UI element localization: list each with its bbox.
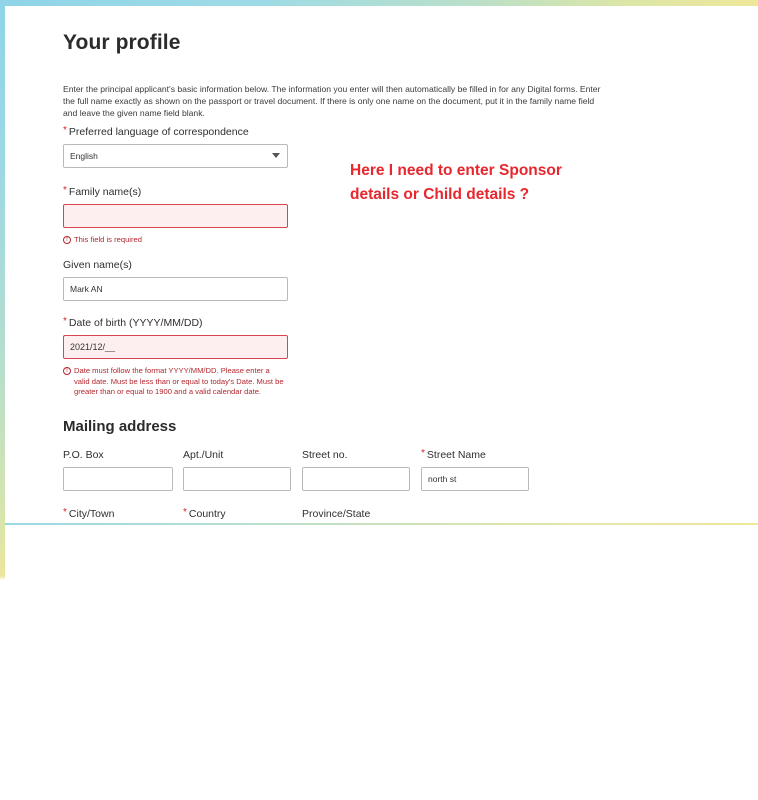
- city-town-label: [63, 508, 173, 520]
- date-of-birth-label: [63, 317, 288, 329]
- required-asterisk-icon: *: [63, 125, 67, 136]
- street-no-label: [302, 449, 410, 461]
- field-preferred-language: [63, 126, 288, 168]
- city-town-label-text: City/Town: [68, 508, 115, 520]
- given-name-label: [63, 259, 288, 271]
- street-no-label-text: Street no.: [302, 449, 348, 461]
- field-street-name: [421, 449, 529, 491]
- field-street-no: [302, 449, 410, 491]
- field-city-town: [63, 508, 173, 523]
- mailing-address-heading: Mailing address: [63, 418, 177, 435]
- preferred-language-label: [63, 126, 288, 138]
- country-label: [183, 508, 291, 520]
- po-box-label: [63, 449, 173, 461]
- province-state-label: [302, 508, 410, 520]
- field-date-of-birth: [63, 317, 288, 398]
- apt-unit-input[interactable]: [183, 467, 291, 491]
- required-asterisk-icon: *: [63, 507, 67, 518]
- apt-unit-label-text: Apt./Unit: [183, 449, 224, 461]
- form-content-area: [0, 6, 758, 523]
- family-name-label: [63, 186, 288, 198]
- decorative-bottom-gradient-line: [5, 523, 758, 525]
- error-icon: [63, 236, 71, 244]
- apt-unit-label: [183, 449, 291, 461]
- given-name-label-text: Given name(s): [63, 259, 132, 271]
- po-box-input[interactable]: [63, 467, 173, 491]
- country-label-text: Country: [188, 508, 226, 520]
- field-apt-unit: [183, 449, 291, 491]
- street-name-label-text: Street Name: [426, 449, 486, 461]
- family-name-error-text: This field is required: [74, 235, 142, 244]
- user-annotation-text: Here I need to enter Sponsor details or Child details ?: [350, 162, 562, 203]
- street-name-input[interactable]: [421, 467, 529, 491]
- po-box-label-text: P.O. Box: [63, 449, 104, 461]
- family-name-input[interactable]: [63, 204, 288, 228]
- date-of-birth-label-text: Date of birth (YYYY/MM/DD): [68, 317, 203, 329]
- intro-paragraph: Enter the principal applicant's basic information below. The information you enter will then automatically be filled in for any Digital forms. Enter the full name exactly as shown on the passport or travel document. If there is only one name on the document, put it in the family name field and leave the given name field blank.: [63, 83, 601, 119]
- field-country: [183, 508, 291, 523]
- preferred-language-select[interactable]: [63, 144, 288, 168]
- field-family-name: [63, 186, 288, 246]
- date-of-birth-error-message: [63, 366, 285, 398]
- given-name-input[interactable]: [63, 277, 288, 301]
- field-province-state: [302, 508, 410, 523]
- family-name-error-message: [63, 235, 288, 246]
- required-asterisk-icon: *: [183, 507, 187, 518]
- required-asterisk-icon: *: [63, 185, 67, 196]
- province-state-label-text: Province/State: [302, 508, 371, 520]
- street-no-input[interactable]: [302, 467, 410, 491]
- family-name-label-text: Family name(s): [68, 186, 142, 198]
- date-of-birth-error-text: Date must follow the format YYYY/MM/DD. Please enter a valid date. Must be less than or equal to today's Date. Must be greater than or equal to 1900 and a valid calendar date.: [74, 366, 284, 396]
- field-given-name: [63, 259, 288, 301]
- preferred-language-label-text: Preferred language of correspondence: [68, 126, 249, 138]
- street-name-label: [421, 449, 529, 461]
- error-icon: [63, 367, 71, 375]
- date-of-birth-input[interactable]: [63, 335, 288, 359]
- page-title: Your profile: [63, 31, 181, 54]
- field-po-box: [63, 449, 173, 491]
- required-asterisk-icon: *: [421, 448, 425, 459]
- required-asterisk-icon: *: [63, 316, 67, 327]
